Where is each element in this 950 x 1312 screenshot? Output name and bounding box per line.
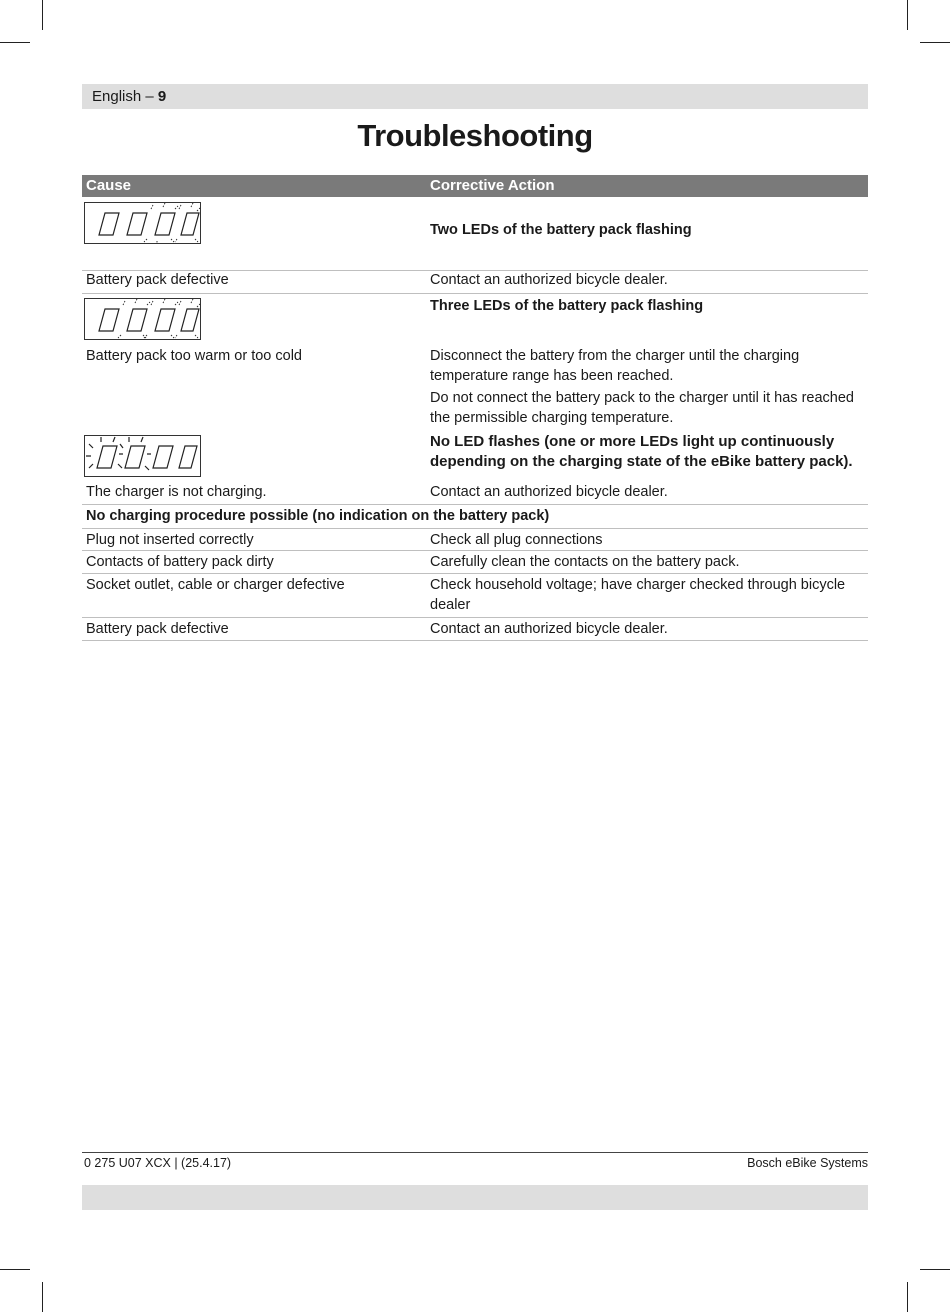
cause-text: Socket outlet, cable or charger defective: [86, 577, 345, 593]
cause-text: Battery pack defective: [86, 272, 229, 288]
page-title: Troubleshooting: [357, 118, 593, 153]
troubleshooting-table: [82, 175, 868, 641]
action-text: Disconnect the battery from the charger until the charging temperature range has been reached.: [430, 348, 800, 384]
two-leds-flashing-icon: [84, 202, 201, 244]
section-heading: Two LEDs of the battery pack flashing: [430, 222, 692, 238]
table-row: [82, 529, 868, 551]
table-header: [82, 175, 868, 197]
action-text: Contact an authorized bicycle dealer.: [430, 621, 668, 637]
action-text: Check household voltage; have charger checked through bicycle dealer: [430, 577, 846, 613]
crop-mark: [907, 1282, 908, 1312]
group-heading-row: [82, 505, 868, 529]
col-action-header: Corrective Action: [430, 177, 555, 194]
col-cause-header: Cause: [86, 177, 132, 194]
separator: –: [141, 88, 158, 105]
cause-text: Contacts of battery pack dirty: [86, 554, 274, 570]
group-heading: No charging procedure possible (no indication on the battery pack): [86, 508, 550, 524]
table-row: [82, 551, 868, 574]
action-text: Contact an authorized bicycle dealer.: [430, 272, 668, 288]
section-heading: Three LEDs of the battery pack flashing: [430, 298, 704, 314]
footer-doc-id: 0 275 U07 XCX | (25.4.17): [84, 1156, 232, 1170]
crop-mark: [920, 1269, 950, 1270]
action-text: Check all plug connections: [430, 532, 603, 548]
table-row: [82, 432, 868, 505]
page-number: 9: [157, 88, 167, 105]
leds-continuous-icon: [84, 435, 201, 477]
three-leds-flashing-icon: [84, 298, 201, 340]
table-row: [82, 197, 868, 288]
footer-brand: Bosch eBike Systems: [747, 1156, 868, 1170]
crop-mark: [907, 0, 908, 30]
section-heading: No LED flashes (one or more LEDs light up continuously depending on the charging state of the eBike battery pack).: [430, 433, 853, 470]
cause-text: The charger is not charging.: [86, 484, 267, 500]
page-header: [82, 84, 868, 109]
page-header-label: [92, 84, 166, 109]
action-text: Contact an authorized bicycle dealer.: [430, 484, 668, 500]
table-row: [82, 618, 868, 641]
action-text: Carefully clean the contacts on the battery pack.: [430, 554, 740, 570]
table-row-spacer: [82, 271, 868, 294]
crop-mark: [0, 1269, 30, 1270]
cause-text: Battery pack defective: [86, 621, 229, 637]
table-row: [82, 574, 868, 618]
crop-mark: [42, 1282, 43, 1312]
action-text: Do not connect the battery pack to the charger until it has reached the permissible charging temperature.: [430, 390, 854, 426]
footer-rule: [82, 1152, 868, 1153]
crop-mark: [42, 0, 43, 30]
crop-mark: [0, 42, 30, 43]
crop-mark: [920, 42, 950, 43]
cause-text: Plug not inserted correctly: [86, 532, 254, 548]
table-row: [82, 294, 868, 432]
cause-text: Battery pack too warm or too cold: [86, 348, 302, 364]
page-footer-band: [82, 1185, 868, 1210]
language-label: English: [92, 88, 142, 105]
